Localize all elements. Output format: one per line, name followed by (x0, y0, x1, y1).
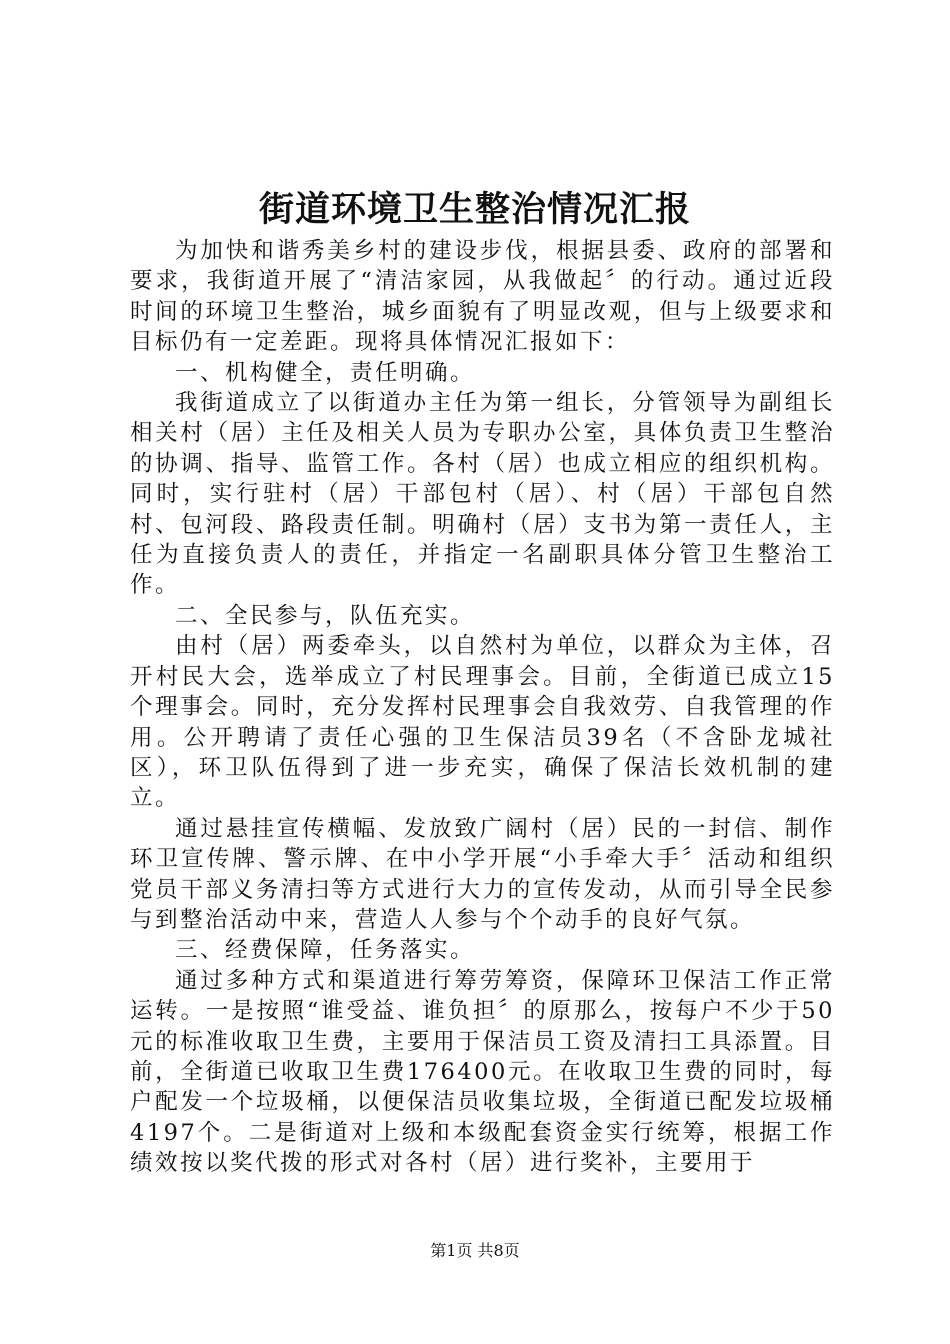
document-title: 街道环境卫生整治情况汇报 (258, 189, 691, 230)
paragraph-section-2a: 由村（居）两委牵头，以自然村为单位，以群众为主体，召开村民大会，选举成立了村民理事会。目前，全街道已成立15个理事会。同时，充分发挥村民理事会自我效劳、自我管理的作用。公开聘请了责任心强的卫生保洁员39名（不含卧龙城社区），环卫队伍得到了进一步充实，确保了保洁长效机制的建立。 (130, 633, 835, 812)
heading-section-2: 二、全民参与，队伍充实。 (175, 602, 476, 629)
paragraph-section-1: 我街道成立了以街道办主任为第一组长，分管领导为副组长相关村（居）主任及相关人员为专职办公室，具体负责卫生整治的协调、指导、监管工作。各村（居）也成立相应的组织机构。同时，实行驻村（居）干部包村（居）、村（居）干部包自然村、包河段、路段责任制。明确村（居）支书为第一责任人，主任为直接负责人的责任，并指定一名副职具体分管卫生整治工作。 (130, 390, 835, 599)
paragraph-intro: 为加快和谐秀美乡村的建设步伐，根据县委、政府的部署和要求，我街道开展了“清洁家园，从我做起〞的行动。通过近段时间的环境卫生整治，城乡面貌有了明显改观，但与上级要求和目标仍有一定差距。现将具体情况汇报如下： (130, 238, 835, 356)
page-footer: 第1页 共8页 (430, 1241, 520, 1260)
paragraph-section-2b: 通过悬挂宣传横幅、发放致广阔村（居）民的一封信、制作环卫宣传牌、警示牌、在中小学开展“小手牵大手〞活动和组织党员干部义务清扫等方式进行大力的宣传发动，从而引导全民参与到整治活动中来，营造人人参与个个动手的良好气氛。 (130, 815, 835, 933)
document-body (130, 236, 835, 1179)
heading-section-1: 一、机构健全，责任明确。 (175, 359, 476, 386)
paragraph-section-3: 通过多种方式和渠道进行筹劳筹资，保障环卫保洁工作正常运转。一是按照“谁受益、谁负担〞的原那么，按每户不少于50元的标准收取卫生费，主要用于保洁员工资及清扫工具添置。目前，全街道已收取卫生费176400元。在收取卫生费的同时，每户配发一个垃圾桶，以便保洁员收集垃圾，全街道已配发垃圾桶4197个。二是街道对上级和本级配套资金实行统筹，根据工作绩效按以奖代拨的形式对各村（居）进行奖补，主要用于 (130, 967, 835, 1177)
heading-section-3: 三、经费保障，任务落实。 (175, 937, 476, 964)
